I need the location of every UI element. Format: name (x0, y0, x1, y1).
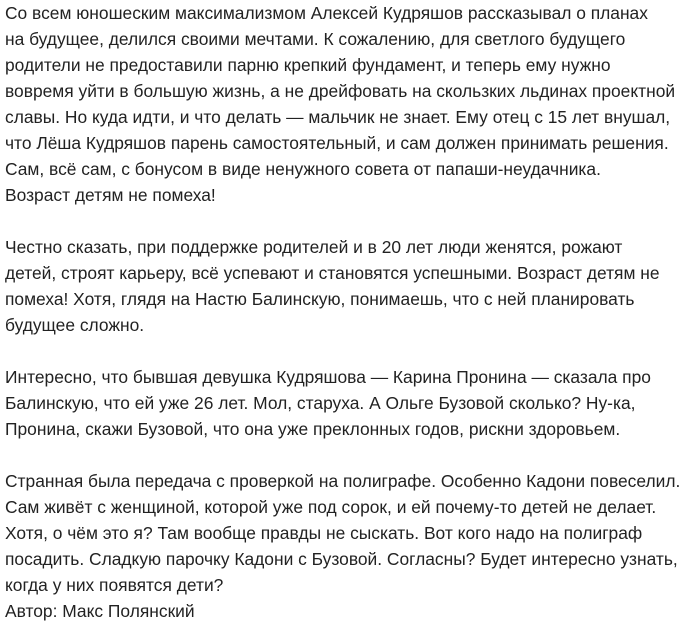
text-line: вовремя уйти в большую жизнь, а не дрейфовать на скользких льдинах проектной (5, 81, 676, 101)
text-line: Странная была передача с проверкой на полиграфе. Особенно Кадони повеселил. (5, 471, 681, 491)
paragraph-spacer (5, 442, 695, 468)
text-line: Сам живёт с женщиной, которой уже под сорок, и ей почему-то детей не делает. (5, 497, 657, 517)
text-line: Пронина, скажи Бузовой, что она уже преклонных годов, рискни здоровьем. (5, 419, 621, 439)
paragraph-2 (5, 234, 695, 338)
text-line: Хотя, о чём это я? Там вообще правды не сыскать. Вот кого надо на полиграф (5, 523, 643, 543)
text-line: детей, строят карьеру, всё успевают и становятся успешными. Возраст детям не (5, 263, 660, 283)
text-line: Со всем юношеским максимализмом Алексей Кудряшов рассказывал о планах (5, 3, 648, 23)
text-line: посадить. Сладкую парочку Кадони с Бузовой. Согласны? Будет интересно узнать, (5, 549, 678, 569)
text-line: будущее сложно. (5, 315, 145, 335)
text-line: Балинскую, что ей уже 26 лет. Мол, старуха. А Ольге Бузовой сколько? Ну-ка, (5, 393, 636, 413)
text-line: Честно сказать, при поддержке родителей и в 20 лет люди женятся, рожают (5, 237, 623, 257)
text-line: на будущее, делился своими мечтами. К сожалению, для светлого будущего (5, 29, 626, 49)
text-line: помеха! Хотя, глядя на Настю Балинскую, понимаешь, что с ней планировать (5, 289, 635, 309)
paragraph-4 (5, 468, 695, 598)
paragraph-spacer (5, 338, 695, 364)
text-line: Сам, всё сам, с бонусом в виде ненужного совета от папаши-неудачника. (5, 159, 601, 179)
paragraph-1 (5, 0, 695, 208)
article-body (5, 0, 695, 624)
text-line: когда у них появятся дети? (5, 575, 224, 595)
text-line: славы. Но куда идти, и что делать — мальчик не знает. Ему отец с 15 лет внушал, (5, 107, 671, 127)
author-credit: Автор: Макс Полянский (5, 601, 195, 621)
text-line: родители не предоставили парню крепкий фундамент, и теперь ему нужно (5, 55, 611, 75)
paragraph-3 (5, 364, 695, 442)
paragraph-spacer (5, 208, 695, 234)
text-line: Возраст детям не помеха! (5, 185, 216, 205)
text-line: что Лёша Кудряшов парень самостоятельный, и сам должен принимать решения. (5, 133, 669, 153)
text-line: Интересно, что бывшая девушка Кудряшова — Карина Пронина — сказала про (5, 367, 651, 387)
